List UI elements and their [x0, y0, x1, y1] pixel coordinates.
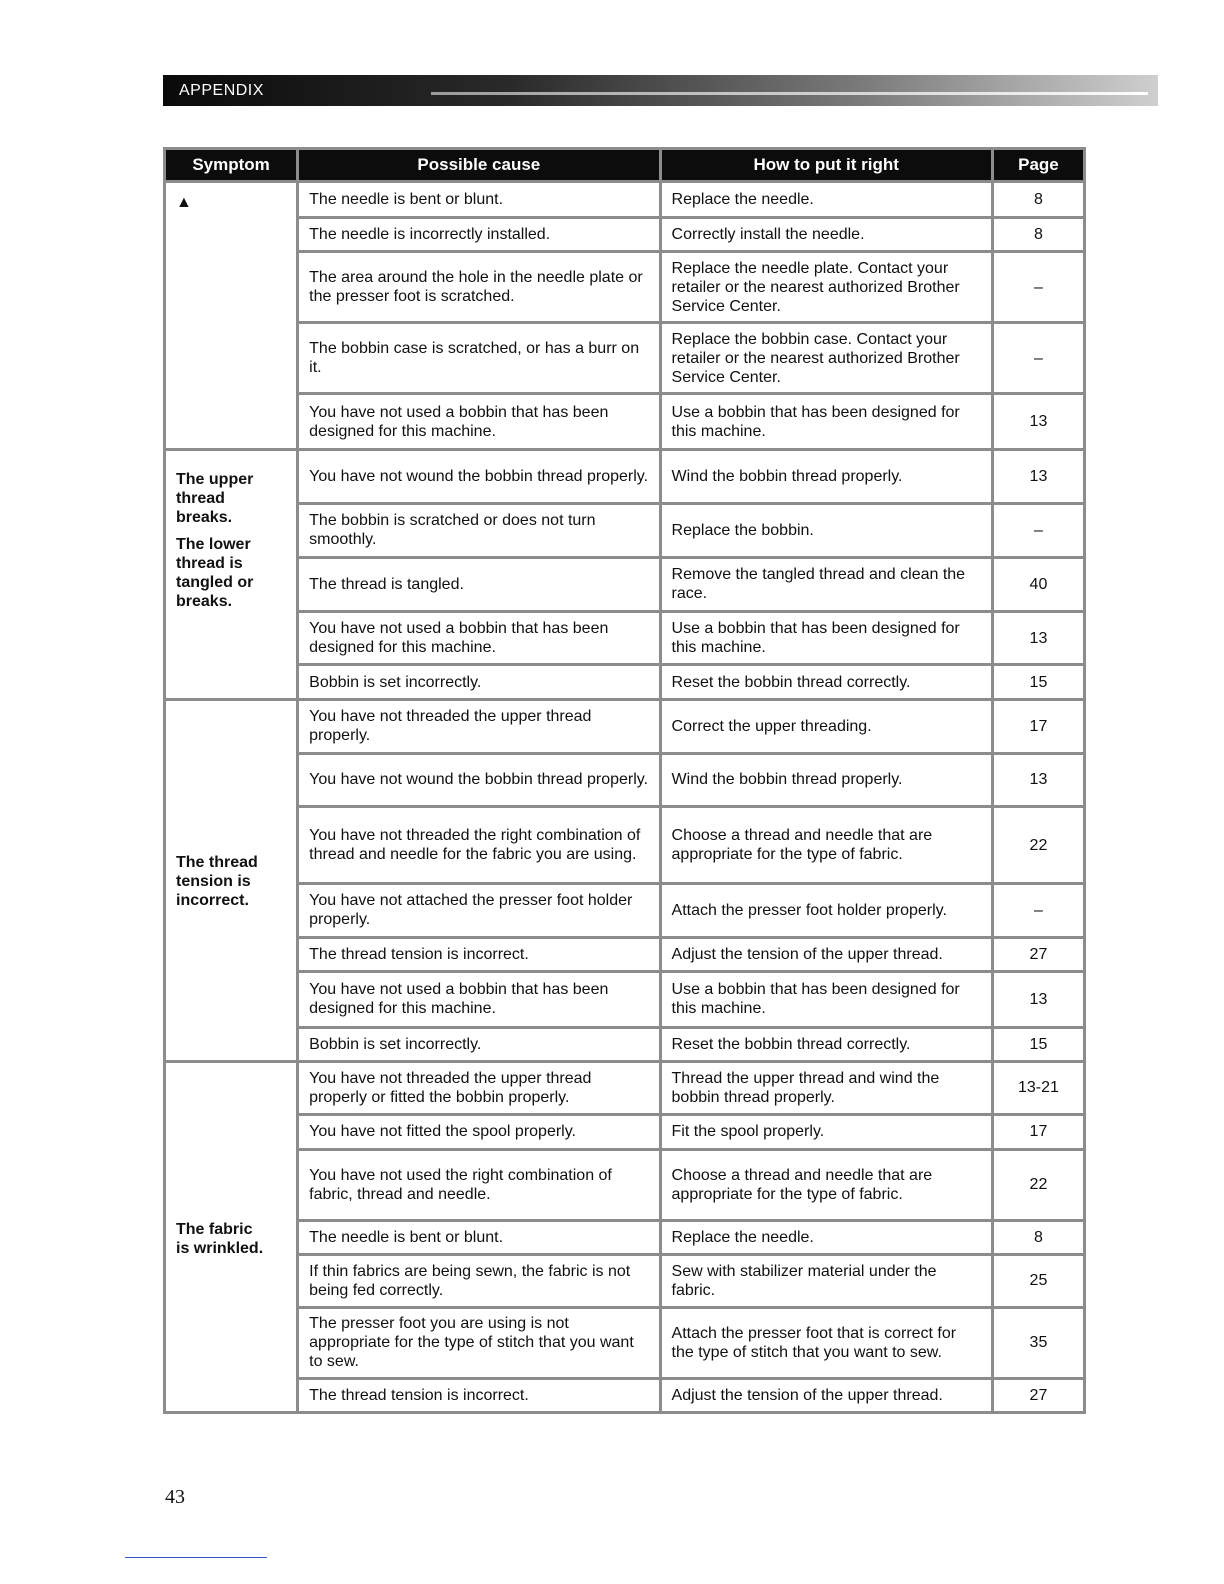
table-row: [166, 808, 1083, 882]
fix-cell: Attach the presser foot holder properly.: [662, 885, 991, 936]
fix-cell: Choose a thread and needle that are appropriate for the type of fabric.: [662, 808, 991, 882]
cause-cell: The area around the hole in the needle plate or the presser foot is scratched.: [299, 253, 658, 321]
page-cell: 22: [994, 808, 1083, 882]
symptom-label: The lower thread is tangled or breaks.: [176, 536, 254, 610]
footer-link-line: [125, 1557, 267, 1558]
fix-cell: Wind the bobbin thread properly.: [662, 755, 991, 806]
page-cell: 40: [994, 559, 1083, 610]
column-header-page: Page: [994, 150, 1083, 180]
table-row: [166, 451, 1083, 502]
table-row: [166, 701, 1083, 752]
column-header-symptom: Symptom: [166, 150, 296, 180]
warning-triangle-icon: ▲: [176, 194, 192, 211]
fix-cell: Replace the needle.: [662, 183, 991, 216]
fix-cell: Replace the needle plate. Contact your retailer or the nearest authorized Brother Service Center.: [662, 253, 991, 321]
page-cell: 13: [994, 973, 1083, 1026]
fix-cell: Choose a thread and needle that are appropriate for the type of fabric.: [662, 1151, 991, 1219]
fix-cell: Attach the presser foot that is correct for the type of stitch that you want to sew.: [662, 1309, 991, 1377]
section-header-bar: [163, 75, 1158, 106]
symptom-cell: [166, 1063, 296, 1411]
cause-cell: The thread tension is incorrect.: [299, 939, 658, 970]
symptom-cell: [166, 183, 296, 526]
table-row: [166, 559, 1083, 610]
fix-cell: Reset the bobbin thread correctly.: [662, 1029, 991, 1060]
cause-cell: You have not threaded the upper thread properly or fitted the bobbin properly.: [299, 1063, 658, 1113]
fix-cell: Fit the spool properly.: [662, 1116, 991, 1148]
cause-cell: The thread is tangled.: [299, 559, 658, 610]
page-cell: –: [994, 324, 1083, 392]
page-cell: 22: [994, 1151, 1083, 1219]
table-row: [166, 1309, 1083, 1377]
page-cell: 8: [994, 1222, 1083, 1253]
table-row: [166, 1063, 1083, 1113]
fix-cell: Sew with stabilizer material under the fabric.: [662, 1256, 991, 1306]
page-cell: 35: [994, 1309, 1083, 1377]
page-cell: –: [994, 505, 1083, 556]
cause-cell: You have not wound the bobbin thread properly.: [299, 755, 658, 806]
page-cell: 8: [994, 219, 1083, 250]
fix-cell: Thread the upper thread and wind the bobbin thread properly.: [662, 1063, 991, 1113]
table-row: [166, 1380, 1083, 1411]
page-cell: 15: [994, 1029, 1083, 1060]
table-row: [166, 885, 1083, 936]
symptom-cell: [166, 701, 296, 1060]
cause-cell: If thin fabrics are being sewn, the fabric is not being fed correctly.: [299, 1256, 658, 1306]
cause-cell: The needle is bent or blunt.: [299, 1222, 658, 1253]
page-cell: 15: [994, 666, 1083, 698]
table-row: [166, 973, 1083, 1026]
cause-cell: You have not fitted the spool properly.: [299, 1116, 658, 1148]
fix-cell: Reset the bobbin thread correctly.: [662, 666, 991, 698]
cause-cell: Bobbin is set incorrectly.: [299, 1029, 658, 1060]
table-row: [166, 1256, 1083, 1306]
page-cell: –: [994, 253, 1083, 321]
cause-cell: The bobbin is scratched or does not turn smoothly.: [299, 505, 658, 556]
page-cell: 27: [994, 939, 1083, 970]
table-row: [166, 1151, 1083, 1219]
troubleshooting-table: [163, 147, 1086, 1414]
page-cell: 13: [994, 755, 1083, 806]
fix-cell: Remove the tangled thread and clean the race.: [662, 559, 991, 610]
fix-cell: Use a bobbin that has been designed for this machine.: [662, 395, 991, 448]
fix-cell: Replace the needle.: [662, 1222, 991, 1253]
page-number: 43: [165, 1486, 185, 1508]
table-row: [166, 755, 1083, 806]
symptom-label: The thread tension is incorrect.: [176, 854, 258, 909]
table-header-row: [166, 150, 1083, 180]
table-row: [166, 253, 1083, 321]
table-row: [166, 613, 1083, 664]
page-cell: 13: [994, 613, 1083, 664]
table-row: [166, 1222, 1083, 1253]
cause-cell: You have not used a bobbin that has been designed for this machine.: [299, 395, 658, 448]
fix-cell: Adjust the tension of the upper thread.: [662, 1380, 991, 1411]
symptom-cell: [166, 451, 296, 698]
table-row: [166, 666, 1083, 698]
table-row: [166, 1116, 1083, 1148]
page-cell: 17: [994, 701, 1083, 752]
cause-cell: You have not used the right combination of fabric, thread and needle.: [299, 1151, 658, 1219]
header-rule: [431, 92, 1148, 95]
cause-cell: You have not threaded the upper thread properly.: [299, 701, 658, 752]
fix-cell: Wind the bobbin thread properly.: [662, 451, 991, 502]
column-header-cause: Possible cause: [299, 150, 658, 180]
page-cell: –: [994, 885, 1083, 936]
fix-cell: Use a bobbin that has been designed for this machine.: [662, 973, 991, 1026]
table-row: [166, 939, 1083, 970]
cause-cell: You have not attached the presser foot holder properly.: [299, 885, 658, 936]
cause-cell: The bobbin case is scratched, or has a burr on it.: [299, 324, 658, 392]
fix-cell: Use a bobbin that has been designed for this machine.: [662, 613, 991, 664]
section-title: APPENDIX: [179, 82, 264, 99]
table-row: [166, 505, 1083, 556]
fix-cell: Replace the bobbin.: [662, 505, 991, 556]
symptom-label: The upper thread breaks.: [176, 471, 254, 526]
column-header-fix: How to put it right: [662, 150, 991, 180]
fix-cell: Adjust the tension of the upper thread.: [662, 939, 991, 970]
fix-cell: Correctly install the needle.: [662, 219, 991, 250]
cause-cell: The presser foot you are using is not appropriate for the type of stitch that you want to sew.: [299, 1309, 658, 1377]
table-row: [166, 324, 1083, 392]
cause-cell: The needle is bent or blunt.: [299, 183, 658, 216]
page-cell: 27: [994, 1380, 1083, 1411]
cause-cell: Bobbin is set incorrectly.: [299, 666, 658, 698]
cause-cell: You have not wound the bobbin thread properly.: [299, 451, 658, 502]
table-row: [166, 183, 1083, 216]
page-cell: 13: [994, 451, 1083, 502]
cause-cell: The thread tension is incorrect.: [299, 1380, 658, 1411]
page-cell: 13-21: [994, 1063, 1083, 1113]
fix-cell: Correct the upper threading.: [662, 701, 991, 752]
page-cell: 13: [994, 395, 1083, 448]
table-row: [166, 395, 1083, 448]
fix-cell: Replace the bobbin case. Contact your retailer or the nearest authorized Brother Service Center.: [662, 324, 991, 392]
cause-cell: You have not threaded the right combination of thread and needle for the fabric you are using.: [299, 808, 658, 882]
table-row: [166, 219, 1083, 250]
page-cell: 17: [994, 1116, 1083, 1148]
page-cell: 25: [994, 1256, 1083, 1306]
table-row: [166, 1029, 1083, 1060]
cause-cell: The needle is incorrectly installed.: [299, 219, 658, 250]
cause-cell: You have not used a bobbin that has been designed for this machine.: [299, 613, 658, 664]
cause-cell: You have not used a bobbin that has been designed for this machine.: [299, 973, 658, 1026]
symptom-label: The fabric is wrinkled.: [176, 1221, 264, 1257]
page-cell: 8: [994, 183, 1083, 216]
